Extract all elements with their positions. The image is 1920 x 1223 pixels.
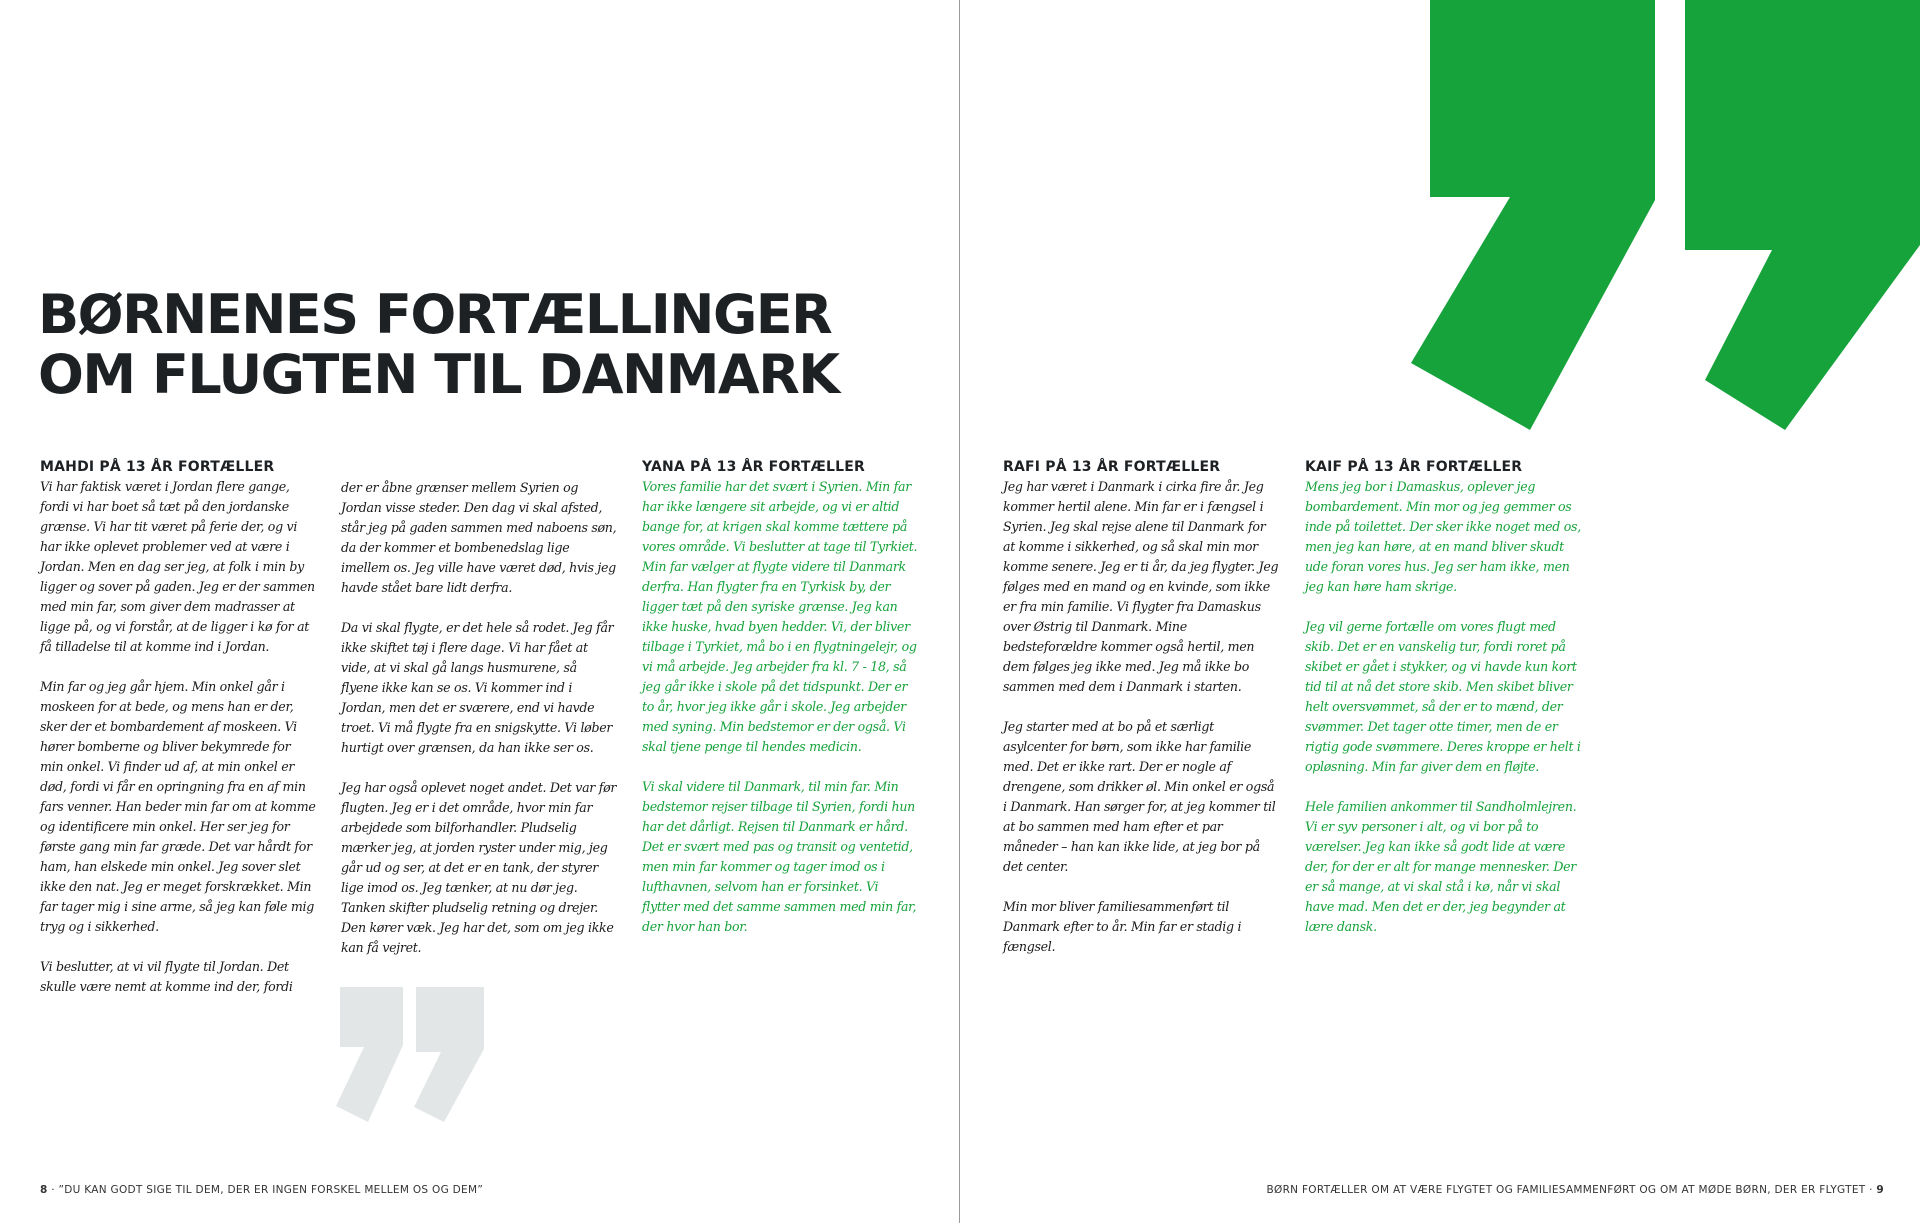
small-closing-quote-icon [336, 987, 486, 1122]
footer-right [1267, 1184, 1884, 1196]
story-paragraph: Vi beslutter, at vi vil flygte til Jordan. Det skulle være nemt at komme ind der, fordi [40, 959, 293, 994]
story-heading: MAHDI PÅ 13 ÅR FORTÆLLER [40, 459, 275, 475]
page-gutter-divider [959, 0, 960, 1223]
story-paragraph: Jeg vil gerne fortælle om vores flugt med skib. Det er en vanskelig tur, fordi roret på skibet er gået i stykker, og vi havde kun kort tid til at nå det store skib. Men skibet bliver helt oversvømmet, så der er to mænd, der svømmer. Det tager otte timer, men de er rigtig gode svømmere. Deres kroppe er helt i opløsning. Min far giver dem en fløjte. [1305, 619, 1581, 774]
story-heading: KAIF PÅ 13 ÅR FORTÆLLER [1305, 459, 1523, 475]
story-paragraph: Min far og jeg går hjem. Min onkel går i moskeen for at bede, og mens han er der, sker der et bombardement af moskeen. Vi hører bomberne og bliver bekymrede for min onkel. Vi finder ud af, at min onkel er død, fordi vi får en opringning fra en af min fars venner. Han beder min far om at komme og identificere min onkel. Her ser jeg for første gang min far græde. Det var hårdt for ham, han elskede min onkel. Jeg sover slet ikke den nat. Jeg er meget forskrækket. Min far tager mig i sine arme, så jeg kan føle mig tryg og i sikkerhed. [40, 679, 316, 934]
story-column-mahdi [40, 458, 316, 1017]
story-heading: RAFI PÅ 13 ÅR FORTÆLLER [1003, 459, 1221, 475]
story-column-yana [642, 458, 918, 957]
story-paragraph: der er åbne grænser mellem Syrien og Jordan visse steder. Den dag vi skal afsted, står jeg på gaden sammen med naboens søn, da der kommer et bombenedslag lige imellem os. Jeg ville have været død, hvis jeg havde stået bare lidt derfra. [341, 480, 617, 595]
page-number-left: 8 [40, 1184, 48, 1196]
story-paragraph: Jeg har også oplevet noget andet. Det var før flugten. Jeg er i det område, hvor min far arbejdede som bilforhandler. Pludselig mærker jeg, at jorden ryster under mig, jeg går ud og ser, at det er en tank, der styrer lige imod os. Jeg tænker, at nu dør jeg. Tanken skifter pludselig retning og drejer. Den kører væk. Jeg har det, som om jeg ikke kan få vejret. [341, 780, 617, 955]
story-heading: YANA PÅ 13 ÅR FORTÆLLER [642, 459, 866, 475]
page-title [38, 285, 839, 405]
footer-left [40, 1184, 483, 1196]
story-column-kaif [1305, 458, 1581, 957]
story-paragraph: Hele familien ankommer til Sandholmlejren. Vi er syv personer i alt, og vi bor på to værelser. Jeg kan ikke så godt lide at være der, for der er alt for mange mennesker. Der er så mange, at vi skal stå i kø, når vi skal have mad. Men det er der, jeg begynder at lære dansk. [1305, 799, 1577, 934]
story-paragraph: Jeg starter med at bo på et særligt asylcenter for børn, som ikke har familie med. Det er ikke rart. Der er nogle af drengene, som drikker øl. Min onkel er også i Danmark. Han sørger for, at jeg kommer til at bo sammen med ham efter et par måneder – han kan ikke lide, at jeg bor på det center. [1003, 719, 1276, 874]
story-column-mahdi-continued [341, 478, 617, 978]
title-line-2: OM FLUGTEN TIL DANMARK [38, 343, 839, 406]
big-closing-quote-icon [1410, 0, 1920, 430]
story-paragraph: Da vi skal flygte, er det hele så rodet. Jeg får ikke skiftet tøj i flere dage. Vi har fået at vide, at vi skal gå langs husmurene, så flyene ikke kan se os. Vi kommer ind i Jordan, men det er sværere, end vi havde troet. Vi må flygte fra en snigskytte. Vi løber hurtigt over grænsen, da han ikke ser os. [341, 620, 614, 755]
story-paragraph: Min mor bliver familiesammenført til Danmark efter to år. Min far er stadig i fængsel. [1003, 899, 1242, 954]
footer-right-text: BØRN FORTÆLLER OM AT VÆRE FLYGTET OG FAMILIESAMMENFØRT OG OM AT MØDE BØRN, DER ER FLYGTET · [1266, 1184, 1873, 1196]
story-paragraph: Vi skal videre til Danmark, til min far. Min bedstemor rejser tilbage til Syrien, fordi hun har det dårligt. Rejsen til Danmark er hård. Det er svært med pas og transit og ventetid, men min far kommer og tager imod os i lufthavnen, selvom han er forsinket. Vi flytter med det samme sammen med min far, der hvor han bor. [642, 779, 917, 934]
story-paragraph: Mens jeg bor i Damaskus, oplever jeg bombardement. Min mor og jeg gemmer os inde på toilettet. Der sker ikke noget med os, men jeg kan høre, at en mand bliver skudt ude foran vores hus. Jeg ser ham ikke, men jeg kan høre ham skrige. [1305, 479, 1581, 594]
story-paragraph: Jeg har været i Danmark i cirka fire år. Jeg kommer hertil alene. Min far er i fængsel i Syrien. Jeg skal rejse alene til Danmark for at komme i sikkerhed, og så skal min mor komme senere. Jeg er ti år, da jeg flygter. Jeg følges med en mand og en kvinde, som ikke er fra min familie. Vi flygter fra Damaskus over Østrig til Danmark. Mine bedsteforældre kommer også hertil, men dem følges jeg ikke med. Jeg må ikke bo sammen med dem i Danmark i starten. [1003, 479, 1279, 694]
story-paragraph: Vores familie har det svært i Syrien. Min far har ikke længere sit arbejde, og vi er altid bange for, at krigen skal komme tættere på vores område. Vi beslutter at tage til Tyrkiet. Min far vælger at flygte videre til Danmark derfra. Han flygter fra en Tyrkisk by, der ligger tæt på den syriske grænse. Jeg kan ikke huske, hvad byen hedder. Vi, der bliver tilbage i Tyrkiet, må bo i en flygtningelejr, og vi må arbejde. Jeg arbejder fra kl. 7 - 18, så jeg går ikke i skole på det tidspunkt. Der er to år, hvor jeg ikke går i skole. Jeg arbejder med syning. Min bedstemor er der også. Vi skal tjene penge til hendes medicin. [642, 479, 918, 754]
footer-left-text: · ”DU KAN GODT SIGE TIL DEM, DER ER INGEN FORSKEL MELLEM OS OG DEM” [51, 1184, 484, 1196]
page-number-right: 9 [1876, 1184, 1884, 1196]
story-column-rafi [1003, 458, 1279, 977]
title-line-1: BØRNENES FORTÆLLINGER [38, 283, 832, 346]
story-paragraph: Vi har faktisk været i Jordan flere gange, fordi vi har boet så tæt på den jordanske grænse. Vi har tit været på ferie der, og vi har ikke oplevet problemer ved at være i Jordan. Men en dag ser jeg, at folk i min by ligger og sover på gaden. Jeg er der sammen med min far, som giver dem madrasser at ligge på, og vi forstår, at de ligger i kø for at få tilladelse til at komme ind i Jordan. [40, 479, 315, 654]
